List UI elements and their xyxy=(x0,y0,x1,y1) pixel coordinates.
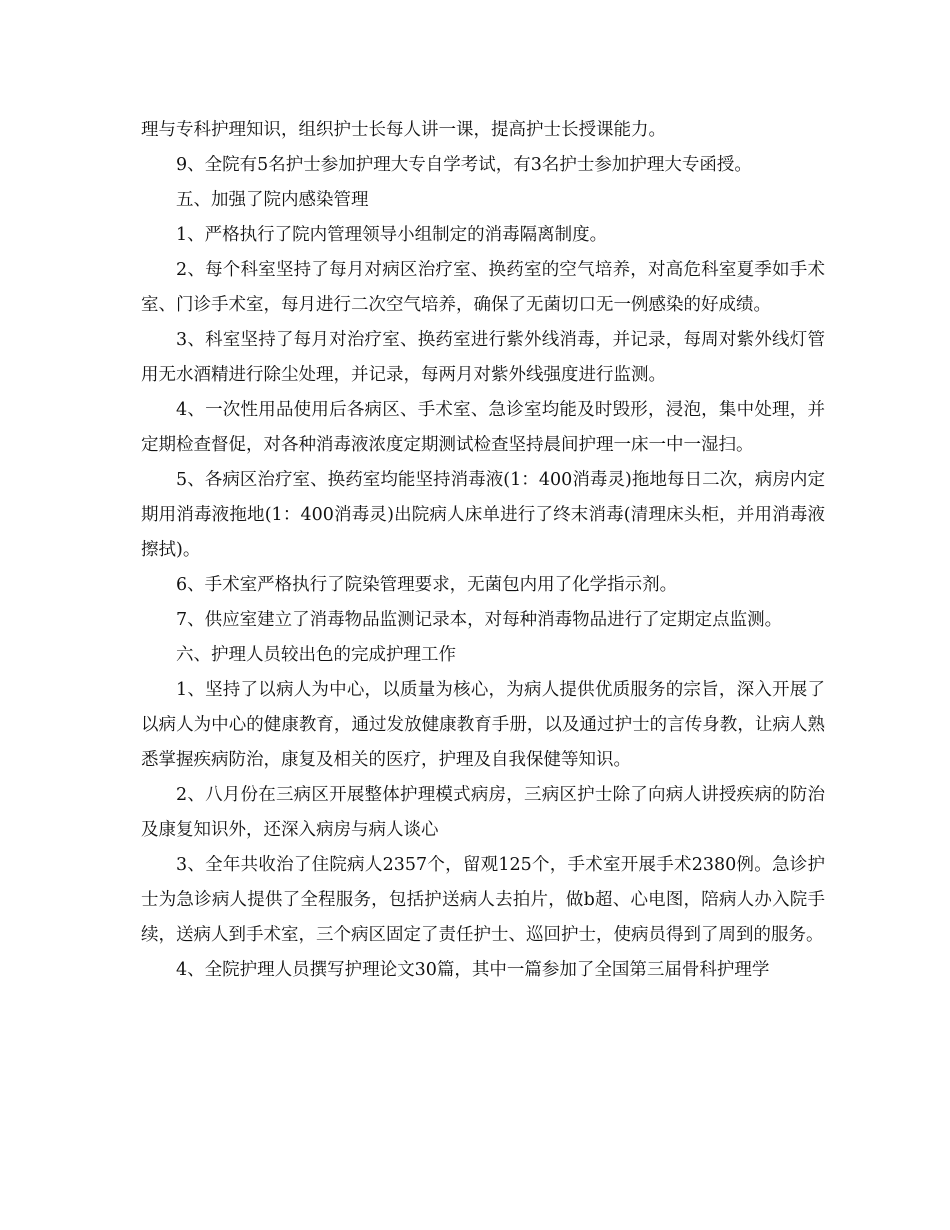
paragraph-infection-1: 1、严格执行了院内管理领导小组制定的消毒隔离制度。 xyxy=(176,225,608,245)
section-heading-5: 五、加强了院内感染管理 xyxy=(176,190,369,210)
paragraph-infection-3: 3、科室坚持了每月对治疗室、换药室进行紫外线消毒，并记录，每周对紫外线灯管用无水酒精进行除尘处理，并记录，每两月对紫外线强度进行监测。 xyxy=(141,330,825,385)
paragraph-infection-4: 4、一次性用品使用后各病区、手术室、急诊室均能及时毁形，浸泡，集中处理，并定期检查督促，对各种消毒液浓度定期测试检查坚持晨间护理一床一中一湿扫。 xyxy=(141,400,825,455)
paragraph-continuation: 理与专科护理知识，组织护士长每人讲一课，提高护士长授课能力。 xyxy=(141,120,666,140)
paragraph-nursing-3: 3、全年共收治了住院病人2357个，留观125个，手术室开展手术2380例。急诊护士为急诊病人提供了全程服务，包括护送病人去拍片，做b超、心电图，陪病人办入院手续，送病人到手术室，三个病区固定了责任护士、巡回护士，使病员得到了周到的服务。 xyxy=(141,855,825,945)
paragraph-infection-7: 7、供应室建立了消毒物品监测记录本，对每种消毒物品进行了定期定点监测。 xyxy=(176,610,783,630)
paragraph-infection-2: 2、每个科室坚持了每月对病区治疗室、换药室的空气培养，对高危科室夏季如手术室、门诊手术室，每月进行二次空气培养，确保了无菌切口无一例感染的好成绩。 xyxy=(141,260,825,315)
document-body xyxy=(141,113,825,988)
paragraph-nursing-2: 2、八月份在三病区开展整体护理模式病房，三病区护士除了向病人讲授疾病的防治及康复知识外，还深入病房与病人谈心 xyxy=(141,785,825,840)
paragraph-nursing-4: 4、全院护理人员撰写护理论文30篇，其中一篇参加了全国第三届骨科护理学 xyxy=(176,960,770,980)
paragraph-infection-6: 6、手术室严格执行了院染管理要求，无菌包内用了化学指示剂。 xyxy=(176,575,678,595)
paragraph-nursing-1: 1、坚持了以病人为中心，以质量为核心，为病人提供优质服务的宗旨，深入开展了以病人为中心的健康教育，通过发放健康教育手册，以及通过护士的言传身教，让病人熟悉掌握疾病防治，康复及相关的医疗，护理及自我保健等知识。 xyxy=(141,680,825,770)
paragraph-item-9: 9、全院有5名护士参加护理大专自学考试，有3名护士参加护理大专函授。 xyxy=(176,155,752,175)
paragraph-infection-5: 5、各病区治疗室、换药室均能坚持消毒液(1：400消毒灵)拖地每日二次，病房内定期用消毒液拖地(1：400消毒灵)出院病人床单进行了终末消毒(清理床头柜，并用消毒液擦拭)。 xyxy=(141,470,825,560)
section-heading-6: 六、护理人员较出色的完成护理工作 xyxy=(176,645,456,665)
